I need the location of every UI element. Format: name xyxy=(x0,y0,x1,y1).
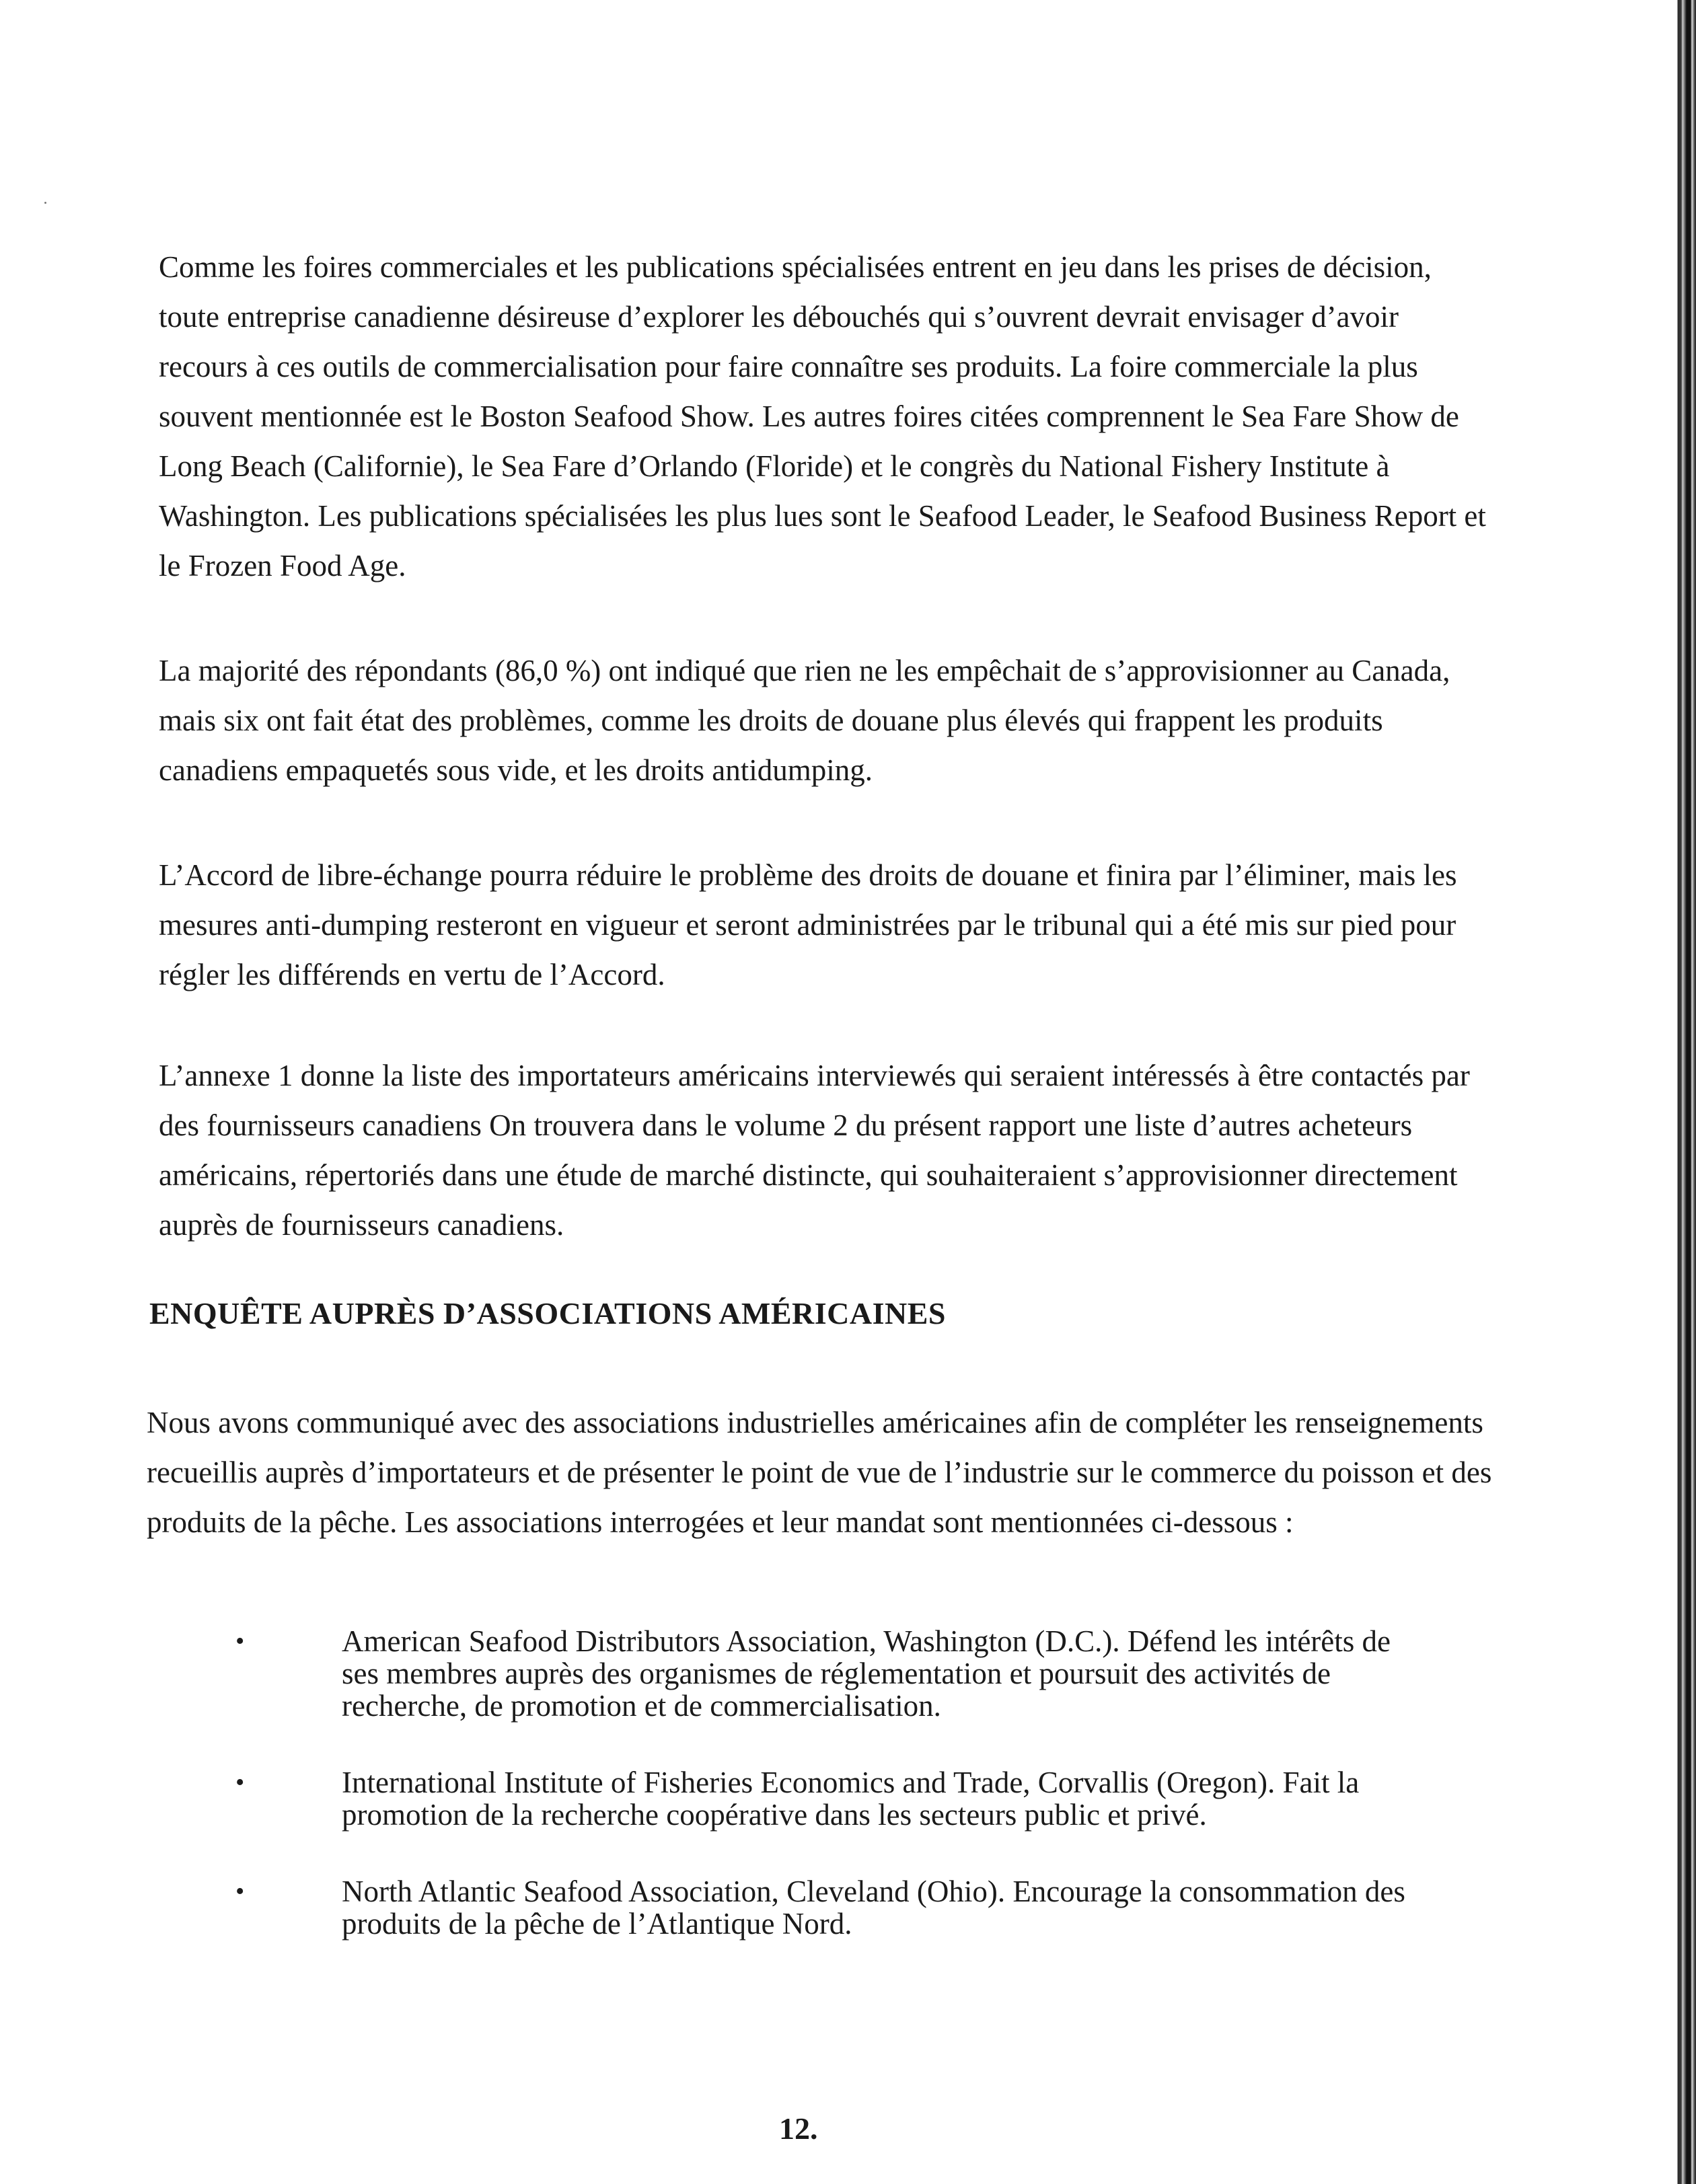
paragraph-free-trade-agreement: L’Accord de libre-échange pourra réduire le problème des droits de douane et finira par l’éliminer, mais les mesures anti-dumping resteront en vigueur et seront administrées par le tribunal qui a été mis sur pied pour régler les différends en vertu de l’Accord. xyxy=(159,858,1457,991)
page-number: 12. xyxy=(779,2111,818,2146)
list-item-text: International Institute of Fisheries Economics and Trade, Corvallis (Oregon). Fait la promotion de la recherche coopérative dans les secteurs public et privé. xyxy=(342,1766,1360,1832)
paragraph-associations-intro: Nous avons communiqué avec des associations industrielles américaines afin de compléter les renseignements recueillis auprès d’importateurs et de présenter le point de vue de l’industrie sur le commerce du poisson et des produits de la pêche. Les associations interrogées et leur mandat sont mentionnées ci-dessous : xyxy=(147,1406,1492,1539)
list-item-text: American Seafood Distributors Association, Washington (D.C.). Défend les intérêts de ses membres auprès des organismes de réglementation et poursuit des activités de recherche, de promotion et de commercialisation. xyxy=(342,1624,1391,1723)
scan-speck xyxy=(44,202,46,204)
bullet-icon: • xyxy=(235,1627,245,1655)
paragraph-annex: L’annexe 1 donne la liste des importateurs américains interviewés qui seraient intéressés à être contactés par des fournisseurs canadiens On trouvera dans le volume 2 du présent rapport une liste d’autres acheteurs américains, répertoriés dans une étude de marché distincte, qui souhaiteraient s’approvisionner directement auprès de fournisseurs canadiens. xyxy=(159,1059,1470,1242)
scanned-page-edge xyxy=(1673,0,1696,2184)
list-item-text: North Atlantic Seafood Association, Cleveland (Ohio). Encourage la consommation des produits de la pêche de l’Atlantique Nord. xyxy=(342,1875,1405,1941)
section-heading: ENQUÊTE AUPRÈS D’ASSOCIATIONS AMÉRICAINES xyxy=(149,1296,946,1330)
list-item xyxy=(235,1625,1433,1722)
list-item xyxy=(235,1875,1433,1940)
paragraph-trade-shows: Comme les foires commerciales et les publications spécialisées entrent en jeu dans les prises de décision, toute entreprise canadienne désireuse d’explorer les débouchés qui s’ouvrent devrait envisager d’avoir recours à ces outils de commercialisation pour faire connaître ses produits. La foire commerciale la plus souvent mentionnée est le Boston Seafood Show. Les autres foires citées comprennent le Sea Fare Show de Long Beach (Californie), le Sea Fare d’Orlando (Floride) et le congrès du National Fishery Institute à Washington. Les publications spécialisées les plus lues sont le Seafood Leader, le Seafood Business Report et le Frozen Food Age. xyxy=(159,250,1486,582)
associations-list xyxy=(235,1625,1433,1984)
paragraph-respondents: La majorité des répondants (86,0 %) ont indiqué que rien ne les empêchait de s’approvisionner au Canada, mais six ont fait état des problèmes, comme les droits de douane plus élevés qui frappent les produits canadiens empaquetés sous vide, et les droits antidumping. xyxy=(159,654,1450,787)
bullet-icon: • xyxy=(235,1877,245,1906)
bullet-icon: • xyxy=(235,1768,245,1797)
list-item xyxy=(235,1766,1433,1831)
